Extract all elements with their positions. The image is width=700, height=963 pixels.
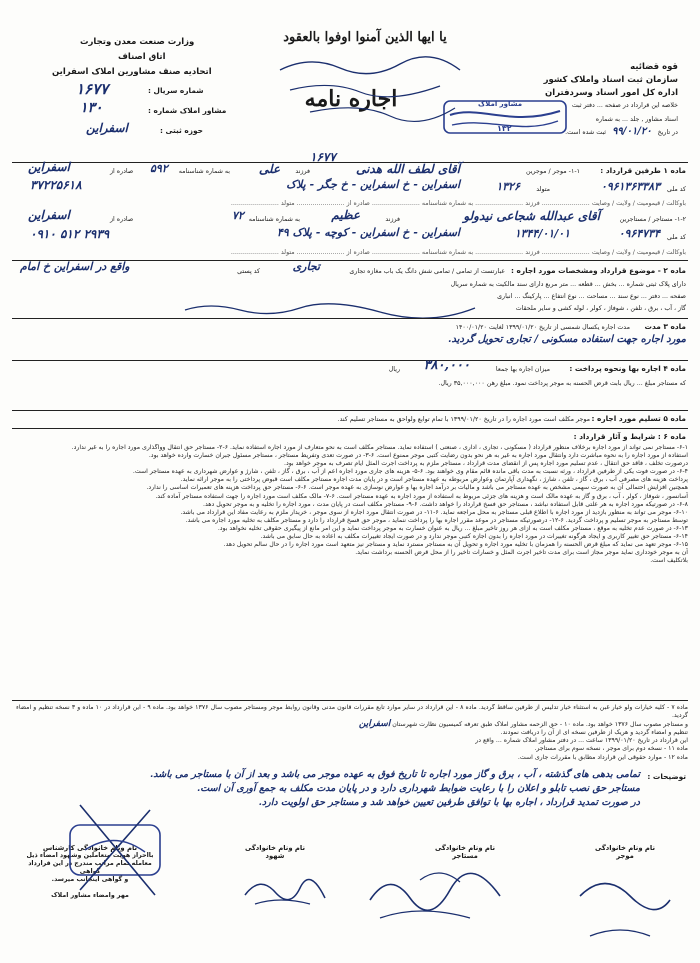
agent-note3: و گواهی اینجانب میرسد. — [51, 876, 129, 883]
book-label: اسناد مشاور , جلد ... به شماره — [595, 116, 678, 123]
article6-paragraph: درصورت تخلف ، فاقد حق انتقال ، عدم تسلیم مورد اجاره پس از انقضای مدت قرارداد ، مستاجر ملزم به پرداخت اجرت المثل ایام تصرف به موجر خواهد بود. — [284, 460, 688, 468]
serial-label: شماره سریال : — [148, 86, 204, 95]
divider — [12, 162, 688, 163]
date-suffix: ثبت شده است. — [565, 129, 607, 136]
article2-detail: دارای پلاک ثبتی شماره ... بخش ... قطعه ... متر مربع دارای سند مالکیت به شماره سریال — [450, 281, 686, 288]
party2-id: ۷۲ — [232, 209, 244, 222]
judiciary-label: قوه قضائیه — [630, 62, 678, 72]
serial-value: ۱۶۷۷ — [76, 80, 109, 98]
article2-text: عبارتست از تمامی / تمامی شش دانگ یک باب مغازه تجاری — [349, 268, 505, 275]
party2-phone: ۰۹۱۰ ۵۱۲ ۲۹۳۹ — [30, 227, 110, 241]
article9-text: تنظیم و امضاء گردید و هریک از طرفین نسخه ای از آن را دریافت نمودند. — [500, 729, 688, 737]
agent-note2: معامله تمام مراتب مندرج در این قرارداد گواهی — [28, 860, 152, 875]
witness-signature-block — [230, 844, 320, 860]
party1-national: ۰۹۶۱۳۶۳۳۸۳ — [600, 180, 660, 193]
rent-amount: ۳۸۰,۰۰۰ — [423, 358, 470, 373]
article8-text: و مستاجر مصوب سال ۱۳۷۶ خواهد بود. ماده ۱۰ - حق الزحمه مشاور املاک طبق تعرفه کمیسیون نظارت شهرستان اسفراین — [358, 719, 688, 730]
quran-verse: یا ایها الذین آمنوا اوفوا بالعقود — [283, 30, 447, 45]
divider — [12, 410, 688, 411]
top-stamp-number: ۱۳۲ — [497, 124, 512, 133]
office-label: اداره کل امور اسناد وسردفتران — [545, 88, 678, 98]
witness-label: شهود — [265, 852, 285, 860]
party2-national: ۰۹۶۴۷۳۴ — [618, 227, 660, 240]
witness-signature — [240, 870, 330, 910]
article3-usage: مورد اجاره جهت استفاده مسکونی / تجاری تحویل گردید. — [448, 334, 686, 345]
article6-paragraph: آسانسور ، شوفاژ ، کولر ، آب ، برق و گاز به عهده مالک است و هزینه های جزئی مربوط به استفاده از مورد اجاره به عهده مستاجر است. ۶-۷- مالک مکلف است مورد اجاره را جهت استفاده مستاجر آماده کند. — [155, 492, 688, 500]
article5-text: موجر مکلف است مورد اجاره را در تاریخ ۱۳۹۹/۰۱/۲۰ با تمام توابع ولواحق به مستاجر تسلیم کند. — [337, 416, 590, 423]
party2-born: ۱۳۴۴/۰۱/۰۱ — [514, 227, 570, 240]
agent-signature-label: نام ونام خانوادگی کارشناس — [42, 844, 138, 852]
party1-label: ۱-۱- موجر / موجرین — [526, 168, 580, 175]
party1-extra: باوکالت / قیمومیت / ولایت / وصایت ........................ فرزند ........................ به شماره شناسنامه ........................ صادره از ........................ متولد ........................ — [230, 200, 686, 207]
handwritten-header-scribble — [270, 50, 470, 130]
chamber-label: اتاق اصناف — [118, 52, 166, 62]
article10-text: این قرارداد در تاریخ ۱۳۹۹/۰۱/۲۰ ساعت ... در دفتر مشاور املاک شماره ... واقع در — [475, 737, 688, 745]
father-label: فرزند — [295, 168, 310, 175]
note-line: در صورت تمدید قرارداد ، اجاره بها با توافق طرفین تعیین خواهد شد و مستاجر حق اولویت دارد. — [258, 797, 640, 808]
article6-body — [16, 444, 688, 696]
union-label: اتحادیه صنف مشاورین املاک اسفراین — [52, 67, 212, 77]
article2-location: واقع در اسفراین خ امام — [20, 260, 130, 273]
article6-paragraph: آن به موجر خودداری نماید موجر مجاز است برای مدت تاخیر اجرت المثل و خسارات تاخیر را از محل قرض الحسنه برداشت نماید. — [355, 549, 688, 557]
party2-father: عظیم — [331, 208, 360, 222]
article3-heading: ماده ۳ مدت — [644, 322, 686, 331]
tenant-name-label: نام ونام خانوادگی — [434, 844, 496, 852]
article6-paragraph: ۶-۴- در صورت فوت یکی از طرفین قرارداد ، ورثه نسبت به مدت باقی مانده قائم مقام وی خواهند بود. ۶-۵- هزینه های جاری مورد اجاره اعم از آب ، برق ، گاز ، تلفن ، شارژ و عوارض شهرداری به عهده مستاجر است. — [132, 468, 688, 476]
divider — [12, 360, 688, 361]
national-label: کد ملی — [666, 186, 686, 193]
rent-currency: ریال — [388, 366, 400, 373]
witness-name-label: نام ونام خانوادگی — [244, 844, 306, 852]
article6-paragraph: پرداخت هزینه های مصرفی آب ، برق ، گاز ، تلفن ، شارژ ، نگهداری آپارتمان وعوارض مربوطه به عهده مستاجر است و در پایان مدت اجاره مستاجر مکلف است قبوض پرداختی را به موجر ارائه نماید. — [180, 476, 688, 484]
party1-father: علی — [258, 162, 280, 176]
tenant-signature-block — [420, 844, 510, 860]
registry-org-label: سازمان ثبت اسناد واملاک کشور — [543, 75, 678, 85]
article6-paragraph: ۶-۱۴- مستاجر حق تغییر کاربری و ایجاد هرگونه تغییرات در مورد اجاره را بدون اجازه کتبی موجر ندارد و در صورت ایجاد تغییرات مکلف به اعاده به حال سابق می باشد. — [260, 533, 688, 541]
party1-address: اسفراین - خ اسفراین - خ جگر - پلاک — [286, 178, 460, 191]
article6-paragraph: توسط مستاجر به موجر تسلیم و پرداخت گردید. ۶-۱۲- درصورتیکه مستاجر در موعد مقرر اجاره بها را پرداخت ننماید ، موجر حق فسخ قرارداد را دارد و مستاجر مکلف به تخلیه مورد اجاره می باشد. — [185, 516, 688, 524]
article4-rest: که مستاجر مبلغ ... ریال بابت قرض الحسنه به موجر پرداخت نمود. مبلغ رهن ۳۵,۰۰۰,۰۰۰ ریال. — [438, 380, 686, 387]
national2-label: کد ملی — [666, 234, 686, 241]
issued2-label: صادره از — [110, 216, 134, 223]
agent-number-label: مشاور املاک شماره : — [148, 106, 227, 115]
tenant-signature — [360, 860, 510, 930]
summary-label: خلاصه این قرارداد در صفحه ... دفتر ثبت — [571, 102, 678, 109]
agent-number-value: ۱۳۰ — [80, 100, 103, 116]
article6-paragraph: استفاده از مورد اجاره را به نحوه مباشرت دارد وانتقال مورد اجاره به غیر به هر نحو بدون رضایت کتبی موجر ممنوع است. ۶-۳- در صورت تعدی وتفریط مستاجر ، مستاجر مسئول جبران خسارت وارده خواهد بود. — [148, 452, 688, 460]
article4-text: میزان اجاره بها جمعا — [495, 366, 550, 373]
ministry-label: وزارت صنعت معدن وتجارت — [80, 37, 195, 47]
tenant-label: مستاجر — [452, 852, 478, 860]
note-line: تمامی بدهی های گذشته ، آب ، برق و گاز مورد اجاره تا تاریخ فوق به عهده موجر می باشد و بعد از آن با مستاجر می باشد. — [149, 769, 640, 780]
article7-text: ماده ۷ - کلیه خیارات ولو خیار غبن به استثناء خیار تدلیس از طرفین ساقط گردید. ماده ۸ - این قرارداد در سایر موارد تابع مقررات قانون مدنی وقانون روابط موجر ومستاجر مصوب سال ۱۳۷۶ خواهد بود. ماده ۹ - این قرارداد در ۱۰ ماده و ۳ نسخه تنظیم و امضاء گردید. — [16, 704, 688, 720]
serial-handwritten: ۱۶۷۷ — [310, 150, 336, 164]
article2-extras: صفحه ... دفتر ... نوع سند ... مساحت ... نوع انتفاع ... پارکینگ ... انباری — [497, 293, 686, 300]
party2-label: ۱-۲- مستاجر / مستاجرین — [619, 216, 686, 223]
article6-paragraph: ۶-۱۳- در صورت عدم تخلیه به موقع ، مستاجر مکلف است به ازای هر روز تاخیر مبلغ ... ریال به عنوان خسارت به موجر پرداخت نماید و این امر مانع از پیگیری حقوقی تخلیه نخواهد بود. — [217, 524, 688, 532]
party1-id: ۵۹۲ — [150, 162, 168, 175]
article11-text: ماده ۱۱ - نسخه دوم برای موجر ، نسخه سوم برای مستاجر. — [534, 745, 688, 753]
issued-label: صادره از — [110, 168, 134, 175]
article2-fixtures: گاز ، آب ، برق ، تلفن ، شوفاژ ، کولر ، لوله کشی و سایر ملحقات — [515, 305, 686, 312]
article12-text: ماده ۱۲ - موارد حقوقی این قرارداد مطابق با مقررات جاری است. — [517, 753, 688, 761]
note-line: مستاجر حق نصب تابلو و اعلان را با رعایت ضوابط شهرداری دارد و در پایان مدت مکلف به جمع آوری آن است. — [196, 783, 640, 794]
article6-paragraph: همچنین افزایش احتمالی آن به صورت سهمی مشخص به عهده مستاجر می باشد و مالیات بر درآمد اجاره بها و عوارض نوسازی به عهده موجر است. ۶-۶- مستاجر حق پرداخت هزینه های تعمیرات اساسی را ندارد. — [146, 484, 688, 492]
article2-handwriting — [180, 300, 480, 320]
agent-seal-label: مهر وامضاء مشاور املاک — [51, 892, 129, 899]
top-stamp-text: مشاور املاک — [478, 100, 523, 108]
party2-address: اسفراین - خ اسفراین - کوچه - پلاک ۴۹ — [276, 226, 460, 239]
divider — [12, 318, 688, 319]
article2-heading: ماده ۲ - موضوع قرارداد ومشخصات مورد اجاره : — [510, 266, 686, 275]
party2-extra: باوکالت / قیمومیت / ولایت / وصایت ........................ فرزند ........................ به شماره شناسنامه ........................ صادره از ........................ متولد ........................ — [230, 249, 686, 256]
registered-date-row — [565, 128, 678, 137]
party1-name: آقای لطف الله هدنی — [356, 162, 460, 176]
article6-paragraph: بلاتکلیف است. — [650, 557, 688, 565]
party1-born: ۱۳۲۶ — [496, 180, 520, 193]
article3-text: مدت اجاره یکسال شمسی از تاریخ ۱۳۹۹/۰۱/۲۰ لغایت ۱۴۰۰/۰۱/۲۰ — [455, 324, 630, 331]
article6-paragraph: ۶-۱۵- موجر تعهد می نماید که مبلغ قرض الحسنه را همزمان با تخلیه مورد اجاره و تحویل آن به مستاجر مسترد نماید و مستاجر نیز متعهد است مورد اجاره را در حال سالم تحویل دهد. — [223, 541, 688, 549]
document-title: اجاره نامه — [304, 86, 398, 112]
landlord-signature-block — [580, 844, 670, 860]
article6-heading: ماده ۶ : شرایط و آثار قرارداد : — [573, 432, 686, 441]
notes-heading: توضیحات : — [647, 772, 686, 781]
party1-issued: اسفراین — [28, 160, 70, 174]
party2-issued: اسفراین — [28, 208, 70, 222]
landlord-label: موجر — [616, 852, 634, 860]
commission-city: اسفراین — [358, 719, 391, 730]
divider — [12, 700, 688, 701]
father2-label: فرزند — [385, 216, 400, 223]
postal-label: کد پستی — [237, 268, 260, 275]
divider — [12, 428, 688, 429]
article2-property: تجاری — [292, 260, 320, 273]
article6-paragraph: ۶-۱۰- موجر می تواند به منظور بازدید از مورد اجاره با اطلاع قبلی مستاجر به محل مراجعه نماید. ۶-۱۱- در صورت انتقال مورد اجاره از سوی موجر ، خریدار ملزم به رعایت مفاد این قرارداد می باشد. — [180, 508, 688, 516]
date-prefix: در تاریخ — [657, 129, 678, 136]
agent-stamp — [60, 790, 170, 910]
area-value: اسفراین — [86, 121, 128, 135]
area-label: حوزه ثبتی : — [160, 126, 203, 135]
article6-paragraph: ۶-۸- در صورتیکه مورد اجاره به هر علتی قابل استفاده نباشد ، مستاجر حق فسخ قرارداد را خواهد داشت. ۶-۹- مستاجر مکلف است در پایان مدت ، مورد اجاره را تخلیه و به موجر تحویل دهد. — [203, 500, 688, 508]
article6-paragraph: ۶-۱- مستاجر نمی تواند از مورد اجاره برخلاف منظور قرارداد ( مسکونی ، تجاری ، اداری ، صنعتی ) استفاده نماید. مستاجر مکلف است به نحو متعارف از مورد اجاره استفاده نماید. ۶-۲- مستاجر حق انتقال وواگذاری مورد اجاره را به غیر ندارد. — [71, 444, 688, 451]
id2-label: به شماره شناسنامه — [248, 216, 300, 223]
id-label: به شماره شناسنامه — [178, 168, 230, 175]
article1-heading: ماده ۱ طرفین قرارداد : — [600, 166, 686, 175]
agent-note: بااحراز هویت متعاملین وشهود امضاء ذیل — [26, 852, 154, 859]
landlord-name-label: نام ونام خانوادگی — [594, 844, 656, 852]
article4-heading: ماده ۴ اجاره بها ونحوه پرداخت : — [569, 364, 686, 373]
landlord-signature — [560, 866, 680, 946]
born-label: متولد — [536, 186, 550, 193]
party2-name: آقای عبدالله شجاعی نیدولو — [463, 209, 600, 223]
article5-heading: ماده ۵ تسلیم مورد اجاره : — [591, 414, 686, 423]
closing-articles — [16, 704, 688, 768]
party1-phone: ۳۷۲۲۵۶۱۸ — [30, 178, 82, 192]
registered-date-value: ۹۹/۰۱/۲۰ — [612, 126, 652, 137]
